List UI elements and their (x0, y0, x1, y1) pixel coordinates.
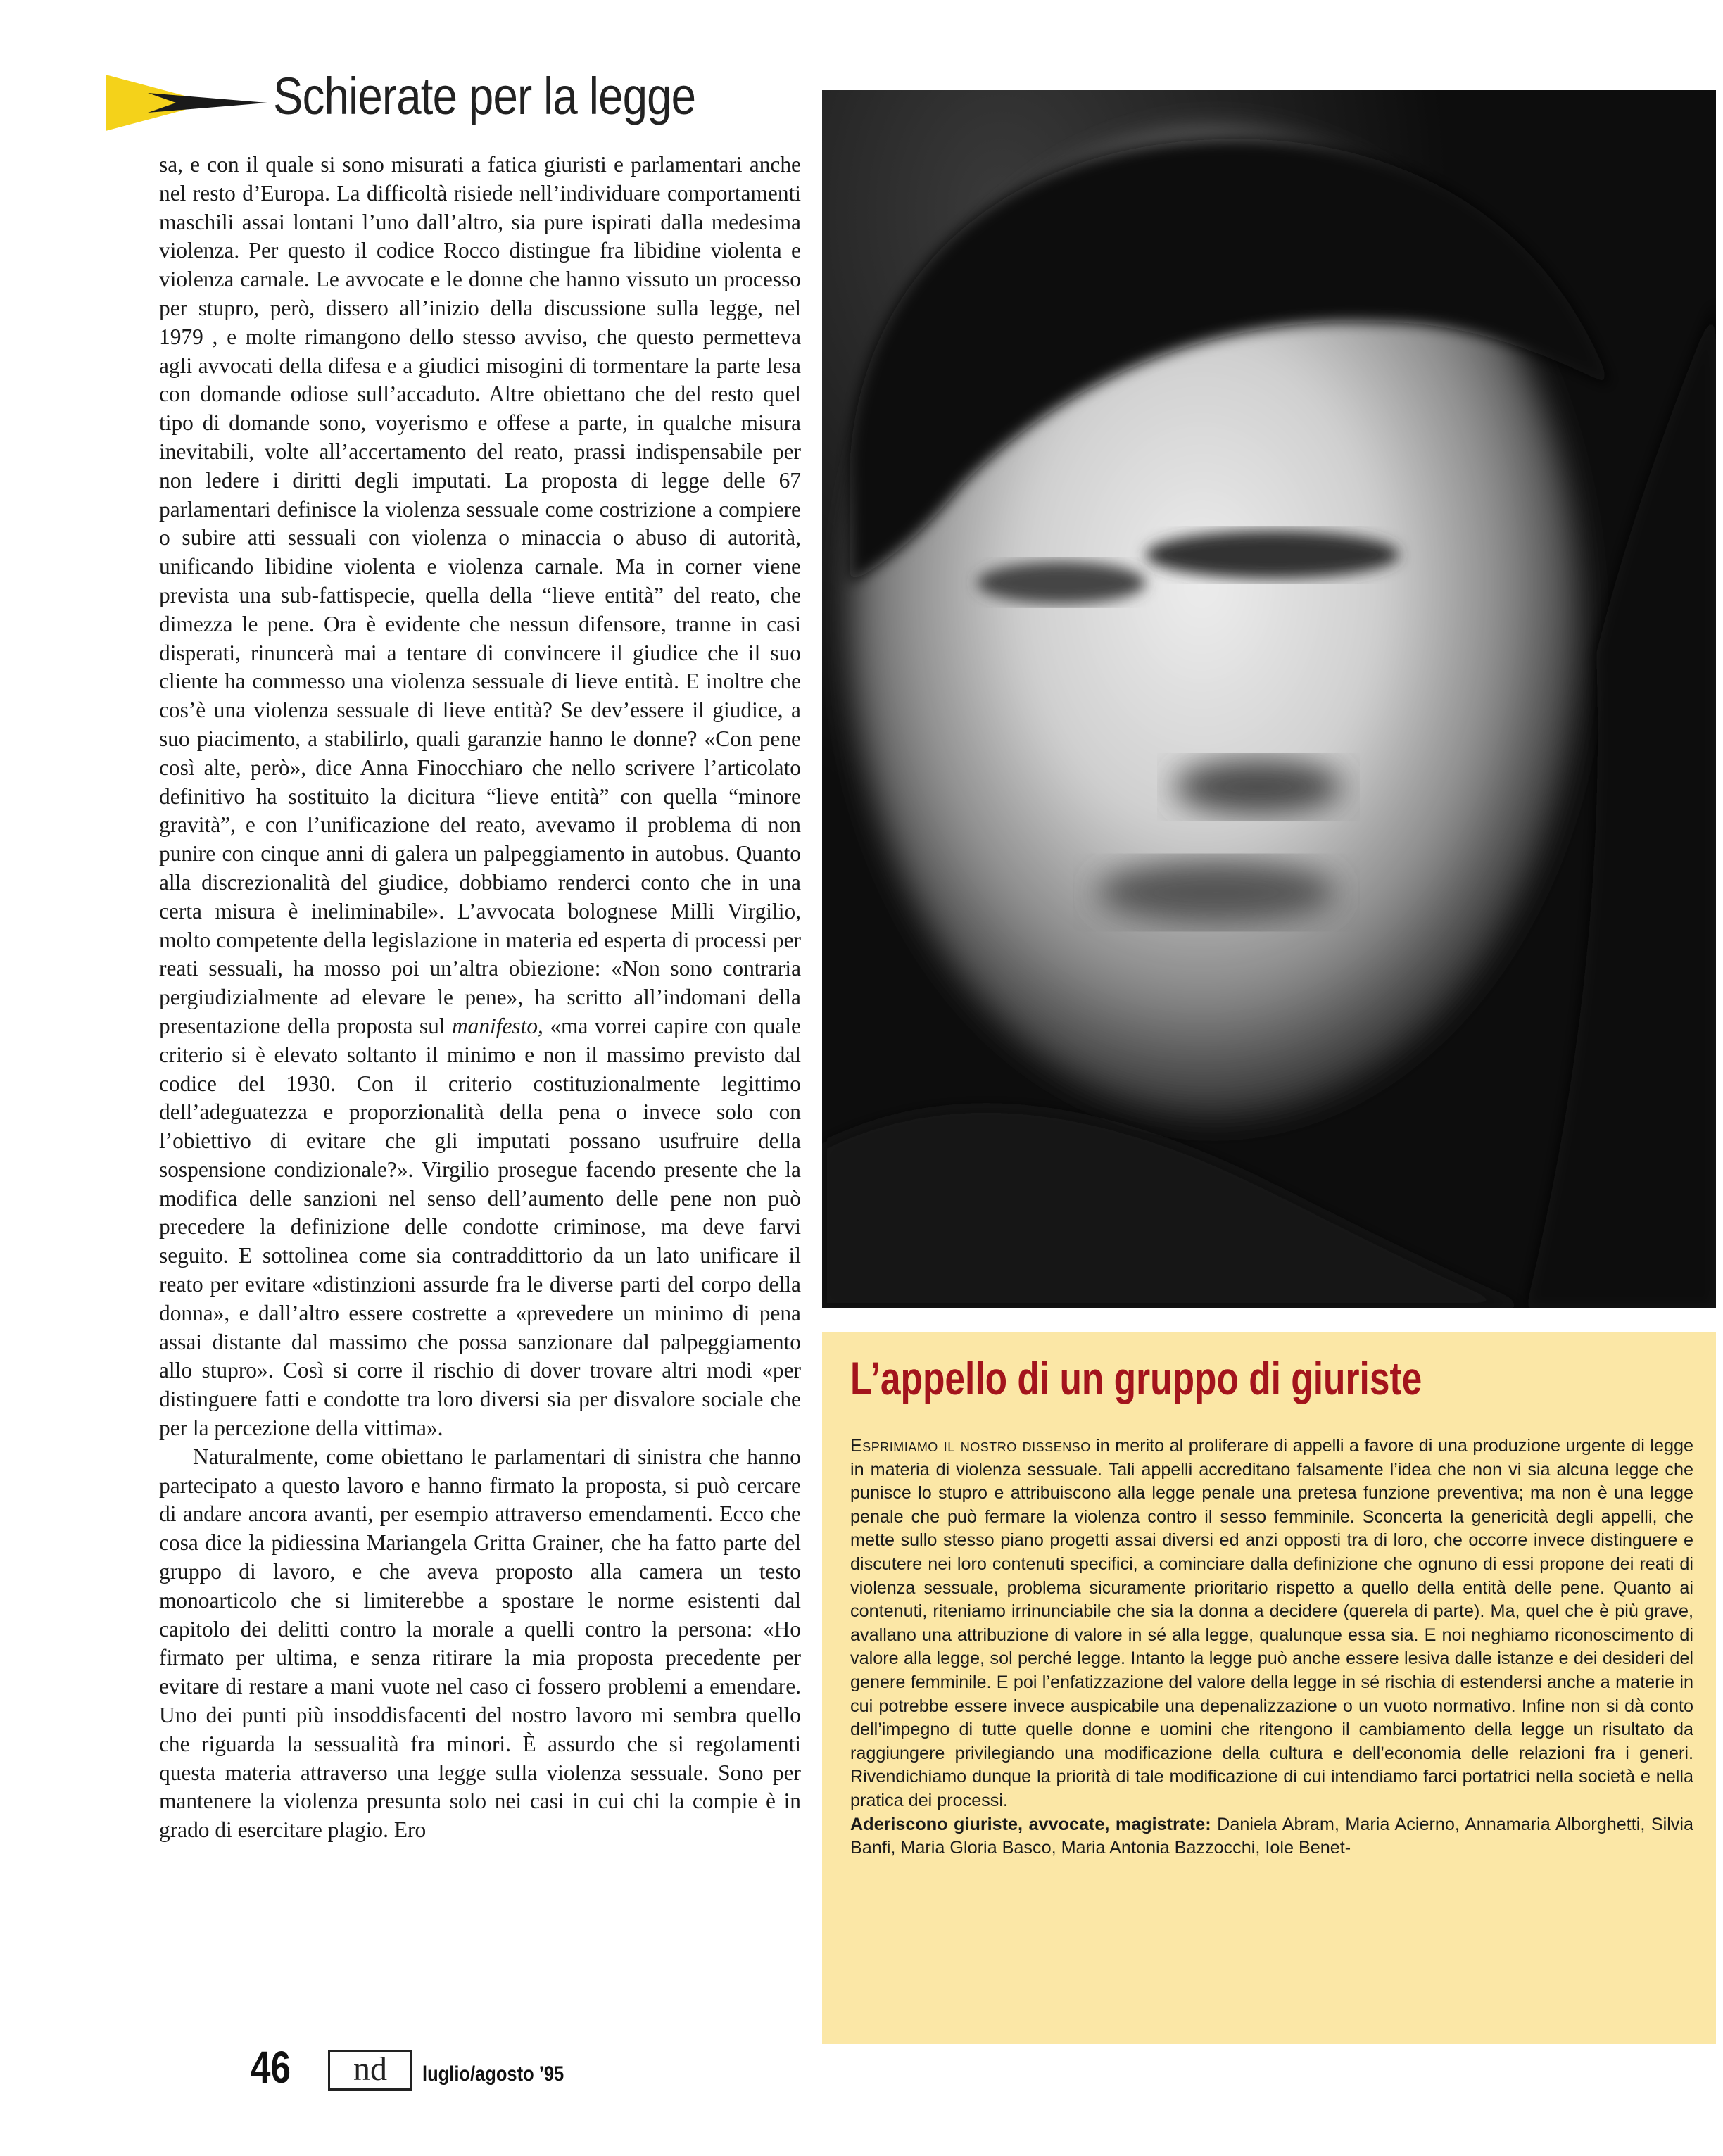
page-title: Schierate per la legge (273, 67, 696, 125)
appeal-lead: Esprimiamo il nostro dissenso (850, 1436, 1091, 1456)
article-body (159, 151, 801, 1981)
appeal-title: L’appello di un gruppo di giuriste (850, 1352, 1422, 1404)
signers-label: Aderiscono giuriste, avvocate, magistrate: (850, 1814, 1211, 1834)
signers-list: Daniela Abram, Maria Acierno, Annamaria Alborghetti, Silvia Banfi, Maria Gloria Basco, Maria Antonia Bazzocchi, Iole Benet- (850, 1814, 1694, 1858)
magazine-logo: nd (328, 2050, 412, 2091)
sidebar-appeal-box (822, 1332, 1716, 2044)
appeal-body: in merito al proliferare di appelli a favore di una produzione urgente di legge in materia di violenza sessuale. Tali appelli accreditano falsamente l’idea che non vi sia alcuna legge che punisce lo stupro e attribuiscono alla legge penale una pretesa funzione preventiva; ma non è una legge penale che può fermare la violenza contro il sesso femminile. Sconcerta la genericità degli appelli, che mette sullo stesso piano progetti assai diversi ed anzi opposti tra di loro, che occorre invece distinguere e discutere nei loro contenuti specifici, a cominciare dalla definizione che ognuno di essi propone dei reati di violenza sessuale, problema sicuramente prioritario rispetto a quello della entità delle pene. Quanto ai contenuti, riteniamo irrinunciabile che sia la donna a decidere (querela di parte). Ma, quel che è più grave, avallano una attribuzione di valore in sé alla legge, qualunque essa sia. E noi neghiamo riconoscimento di valore alla legge, sol perché legge. Intanto la legge può anche essere lesiva dalle istanze e dei desideri del genere femminile. E poi l’enfatizzazione del valore della legge in sé rischia di estendersi anche a materie in cui potrebbe essere invece auspicabile una depenalizzazione o un vuoto normativo. Infine non si dà conto dell’impegno di tutte quelle donne e uomini che ritengono il cambiamento della legge un risultato da raggiungere privilegiando una modificazione della cultura e dell’economia delle relazioni fra i generi. Rivendichiamo dunque la priorità di tale modificazione di cui intendiamo farci portatrici nella società e nella pratica dei processi. (850, 1436, 1693, 1810)
page-number: 46 (251, 2042, 291, 2093)
page-header (106, 62, 753, 146)
article-text-1b: «ma vorrei capire con quale criterio si è elevato soltanto il minimo e non il massimo previsto dal codice del 1930. Con il criterio costituzionalmente legittimo dell’adeguatezza e proporzionalità della pena o invece solo con l’obiettivo di evitare che gli imputati possano usufruire della sospensione condizionale?». Virgilio prosegue facendo presente che la modifica delle sanzioni nel senso dell’aumento delle pene non può precedere la definizione delle condotte criminose, ma deve farvi seguito. E sottolinea come sia contraddittorio da un lato unificare il reato per evitare «distinzioni assurde fra le diverse parti del corpo della donna», e dall’altro essere costrette a «prevedere un minimo di pena assai distante dal massimo che possa sanzionare dal palpeggiamento allo stupro». Così si corre il rischio di dover trovare altri modi «per distinguere fatti e condotte tra loro diversi sia per disvalore sociale che per la percezione della vittima». (159, 1013, 801, 1441)
article-paragraph-1 (159, 151, 801, 1443)
appeal-text (850, 1435, 1693, 1860)
portrait-image (822, 90, 1716, 1308)
article-text-italic: manifesto, (451, 1013, 543, 1038)
arrow-icon (106, 75, 267, 131)
article-text-1a: sa, e con il quale si sono misurati a fatica giuristi e parlamentari anche nel resto d’Europa. La difficoltà risiede nell’individuare comportamenti maschili assai lontani l’uno dall’altro, sia pure ispirati dalla medesima violenza. Per questo il codice Rocco distingue fra libidine violenta e violenza carnale. Le avvocate e le donne che hanno vissuto un processo per stupro, però, dissero all’inizio della discussione sulla legge, nel 1979 , e molte rimangono dello stesso avviso, che questo permetteva agli avvocati della difesa e a giudici misogini di tormentare la parte lesa con domande odiose sull’accaduto. Altre obiettano che del resto quel tipo di domande sono, voyerismo e offese a parte, in qualche misura inevitabili, volte all’accertamento del reato, prassi indispensabile per non ledere i diritti degli imputati. La proposta di legge delle 67 parlamentari definisce la violenza sessuale come costrizione a compiere o subire atti sessuali con violenza o minaccia o abuso di autorità, unificando libidine violenta e violenza carnale. Ma in corner viene prevista una sub-fattispecie, quella della “lieve entità” del reato, che dimezza le pene. Ora è evidente che nessun difensore, tranne in casi disperati, rinuncerà mai a tentare di convincere il giudice che il suo cliente ha commesso una violenza sessuale di lieve entità. E inoltre che cos’è una violenza sessuale di lieve entità? Se dev’essere il giudice, a suo piacimento, a stabilirlo, quali garanzie hanno le donne? «Con pene così alte, però», dice Anna Finocchiaro che nello scrivere l’articolato definitivo ha sostituito la dicitura “lieve entità” con quella “minore gravità”, e con l’unificazione del reato, avevamo il problema di non punire con cinque anni di galera un palpeggiamento in autobus. Quanto alla discrezionalità del giudice, dobbiamo renderci conto che in una certa misura è ineliminabile». L’avvocata bolognese Milli Virgilio, molto competente della legislazione in materia ed esperta di processi per reati sessuali, ha mosso poi un’altra obiezione: «Non sono contraria pergiudizialmente ad elevare le pene», ha scritto all’indomani della presentazione della proposta sul (159, 152, 801, 1038)
article-paragraph-2: Naturalmente, come obiettano le parlamentari di sinistra che hanno partecipato a questo lavoro e hanno firmato la proposta, si può cercare di andare ancora avanti, per esempio attraverso emendamenti. Ecco che cosa dice la pidiessina Mariangela Gritta Grainer, che ha fatto parte del gruppo di lavoro, e che aveva proposto alla camera un testo monoarticolo che si limiterebbe a spostare le norme esistenti dal capitolo dei delitti contro la morale a quelli contro la persona: «Ho firmato per ultima, e senza ritirare la mia proposta precedente per evitare di restare a mani vuote nel caso ci fossero problemi a emendare. Uno dei punti più insoddisfacenti del nostro lavoro mi sembra quello che riguarda la sessualità fra minori. È assurdo che si regolamenti questa materia attraverso una legge sulla violenza sessuale. Sono per mantenere la violenza presunta solo nei casi in cui chi la compie è in grado di esercitare plagio. Ero (159, 1444, 801, 1843)
issue-date: luglio/agosto ’95 (422, 2062, 564, 2086)
page-footer (251, 2041, 814, 2112)
portrait-photo (822, 90, 1716, 1308)
